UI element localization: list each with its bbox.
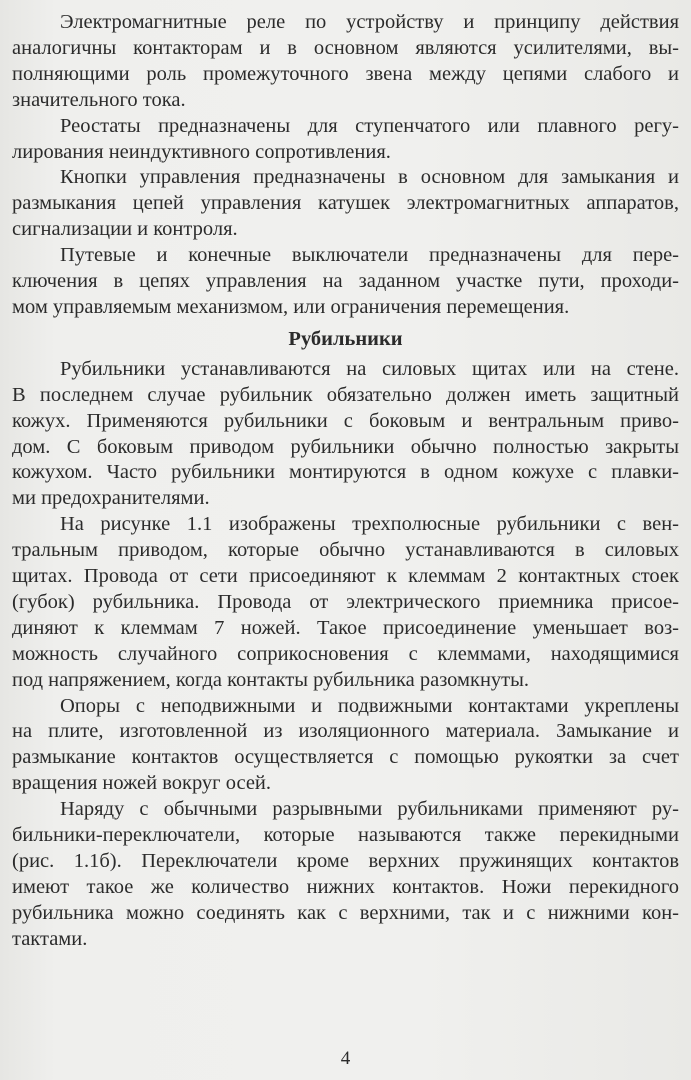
paragraph-limit-switches — [12, 243, 679, 321]
text-line: В последнем случае рубильник обязательно должен иметь защитный — [12, 383, 679, 406]
paragraph-supports — [12, 694, 679, 798]
text-line: дом. С боковым приводом рубильники обычно полностью закрыты — [12, 435, 679, 458]
text-line: вращения ножей вокруг осей. — [12, 772, 272, 795]
text-line: (губок) рубильника. Провода от электрического приемника присое- — [12, 590, 679, 613]
paragraph-figure-description — [12, 512, 679, 693]
text-line: Кнопки управления предназначены в основном для замыкания и — [60, 166, 679, 189]
page-number: 4 — [340, 1048, 351, 1069]
text-line: Реостаты предназначены для ступенчатого или плавного регу- — [60, 114, 679, 137]
page-body — [12, 10, 679, 953]
text-line: размыкание контактов осуществляется с помощью рукоятки за счет — [12, 746, 679, 769]
text-line: Рубильники устанавливаются на силовых щитах или на стене. — [60, 357, 679, 380]
text-line: кожухом. Часто рубильники монтируются в одном кожухе с плавки- — [12, 461, 679, 484]
text-line: мом управляемым механизмом, или ограничения перемещения. — [12, 295, 570, 318]
text-line: Наряду с обычными разрывными рубильниками применяют ру- — [60, 798, 679, 821]
text-line: рубильника можно соединять как с верхними, так и с нижними кон- — [12, 901, 679, 924]
paragraph-rheostats — [12, 114, 679, 166]
text-line: сигнализации и контроля. — [12, 218, 238, 241]
paragraph-changeover-switches — [12, 797, 679, 952]
paragraph-buttons — [12, 165, 679, 243]
text-line: Опоры с неподвижными и подвижными контактами укреплены — [60, 694, 679, 717]
text-line: значительного тока. — [12, 88, 186, 111]
text-line: щитах. Провода от сети присоединяют к клеммам 2 контактных стоек — [12, 565, 679, 588]
text-line: диняют к клеммам 7 ножей. Такое присоединение уменьшает воз- — [12, 616, 679, 639]
text-line: под напряжением, когда контакты рубильника разомкнуты. — [12, 668, 530, 691]
text-line: кожух. Применяются рубильники с боковым и вентральным приво- — [12, 409, 679, 432]
text-line: лирования неиндуктивного сопротивления. — [12, 140, 391, 163]
text-line: имеют такое же количество нижних контактов. Ножи перекидного — [12, 875, 679, 898]
text-line: полняющими роль промежуточного звена между цепями слабого и — [12, 62, 679, 85]
paragraph-relays — [12, 10, 679, 114]
text-line: ключения в цепях управления на заданном участке пути, проходи- — [12, 270, 679, 293]
paragraph-knife-switches-intro — [12, 357, 679, 512]
text-line: ми предохранителями. — [12, 487, 210, 510]
text-line: тральным приводом, которые обычно устанавливаются в силовых — [12, 539, 679, 562]
text-line: (рис. 1.1б). Переключатели кроме верхних пружинящих контактов — [12, 850, 679, 872]
text-line: Электромагнитные реле по устройству и принципу действия — [60, 11, 679, 33]
text-line: на плите, изготовленной из изоляционного материала. Замыкание и — [12, 720, 679, 743]
section-heading: Рубильники — [288, 327, 403, 350]
text-line: На рисунке 1.1 изображены трехполюсные рубильники с вен- — [60, 513, 679, 536]
text-line: бильники-переключатели, которые называются также перекидными — [12, 824, 679, 847]
text-line: тактами. — [12, 927, 88, 950]
text-line: аналогичны контакторам и в основном являются усилителями, вы- — [12, 36, 679, 59]
text-line: размыкания цепей управления катушек электромагнитных аппаратов, — [12, 192, 679, 215]
text-line: можность случайного соприкосновения с клеммами, находящимися — [12, 642, 679, 665]
text-line: Путевые и конечные выключатели предназначены для пере- — [60, 244, 679, 267]
